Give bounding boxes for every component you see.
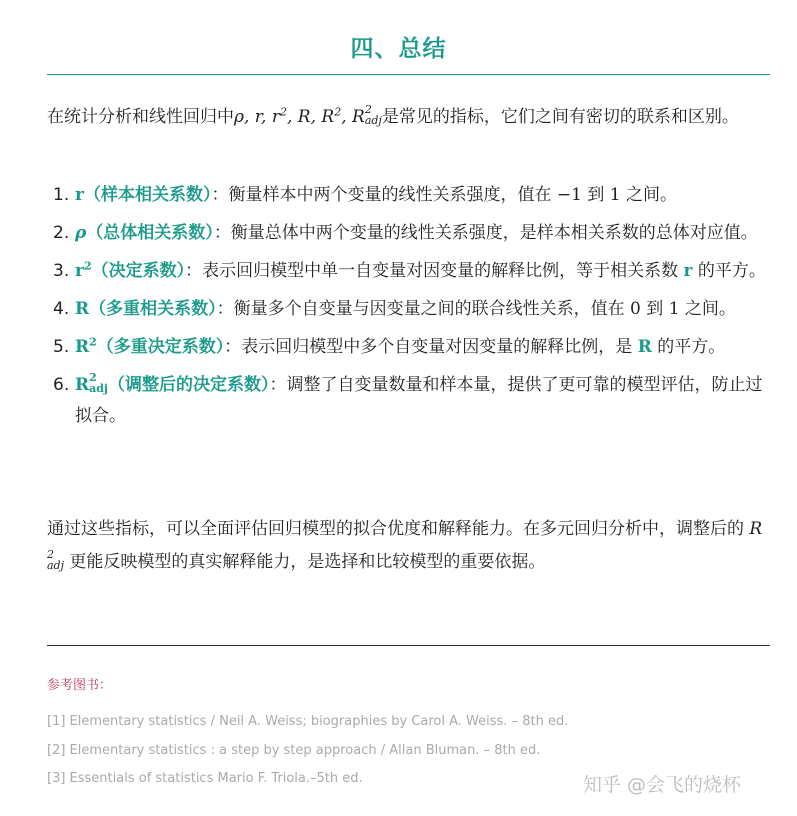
item-number: 1. [53,185,70,205]
summary-text-after: 更能反映模型的真实解释能力，是选择和比较模型的重要依据。 [69,552,546,572]
item-number: 2. [53,223,70,243]
item-key: $R^2$（多重决定系数） [75,335,225,357]
item-number: 4. [53,299,70,319]
reference-item: [2] Elementary statistics : a step by step approach / Allan Bluman. – 8th ed. [47,743,541,758]
list-item [53,332,773,363]
reference-item: [1] Elementary statistics / Neil A. Weiss; biographies by Carol A. Weiss. – 8th ed. [47,714,569,729]
item-text: ：衡量样本中两个变量的线性关系强度，值在 −1 到 1 之间。 [211,185,677,205]
list-item [53,370,773,432]
item-key: ρ（总体相关系数） [75,223,214,243]
item-key: R 2 adj （调整后的决定系数） [75,370,270,395]
title-divider [47,74,770,75]
references-divider [47,645,770,646]
list-item [53,294,773,325]
intro-text-after: 是常见的指标，它们之间有密切的联系和区别。 [381,107,739,127]
item-key: R（多重相关系数） [75,299,217,319]
item-number: 5. [53,337,70,357]
summary-text-before: 通过这些指标，可以全面评估回归模型的拟合优度和解释能力。在多元回归分析中，调整后的 [47,519,744,539]
item-key: r（样本相关系数） [75,185,212,205]
intro-text-before: 在统计分析和线性回归中 [47,107,234,127]
summary-math-symbol: R 2 adj [47,519,763,572]
item-number: 6. [53,375,70,395]
item-text: ：衡量多个自变量与因变量之间的联合线性关系，值在 0 到 1 之间。 [216,299,736,319]
summary-paragraph [47,513,769,579]
item-number: 3. [53,261,70,281]
list-item [53,256,773,287]
watermark: 知乎 @会飞的烧杯 [583,774,742,796]
section-title: 四、总结 [350,36,447,62]
intro-paragraph [47,101,767,133]
item-text: ：调整了自变量数量和样本量，提供了更可靠的模型评估，防止过拟合。 [75,375,763,426]
item-text: ：表示回归模型中多个自变量对因变量的解释比例，是 R 的平方。 [224,337,726,357]
indicator-list [53,180,773,439]
references-label: 参考图书： [47,678,113,693]
list-item [53,180,773,211]
item-key: $r^2$（决定系数） [75,259,186,281]
list-item [53,218,773,249]
item-text: ：衡量总体中两个变量的线性关系强度，是样本相关系数的总体对应值。 [213,223,758,243]
intro-math-symbols: ρ, r, $r^2$, R, $R^2$, R 2 adj [234,102,382,127]
item-text: ：表示回归模型中单一自变量对因变量的解释比例，等于相关系数 r 的平方。 [185,261,766,281]
reference-item: [3] Essentials of statistics Mario F. Triola.–5th ed. [47,771,363,786]
